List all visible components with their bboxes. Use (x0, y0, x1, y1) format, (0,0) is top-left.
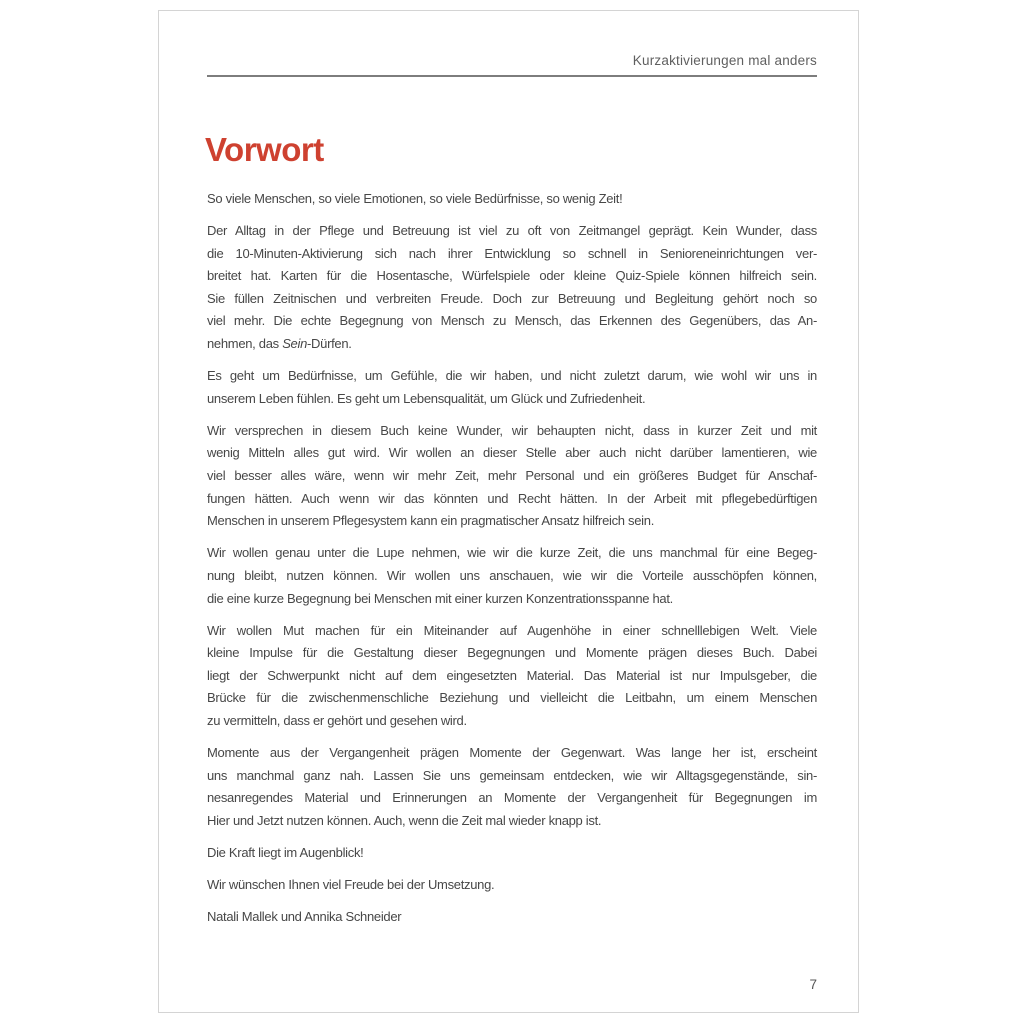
paragraph (207, 188, 817, 211)
text-line: fungen hätten. Auch wenn wir das könnten und Recht hätten. In der Arbeit mit pflegebedürftigen (207, 490, 817, 506)
page (158, 10, 859, 1013)
text-line: die 10-Minuten-Aktivierung sich nach ihrer Entwicklung so schnell in Senioreneinrichtungen ver- (207, 245, 817, 261)
text-line: Menschen in unserem Pflegesystem kann ein pragmatischer Ansatz hilfreich sein. (207, 513, 655, 529)
text-line: Wir wollen Mut machen für ein Miteinander auf Augenhöhe in einer schnelllebigen Welt. Viele (207, 622, 817, 638)
paragraph (207, 842, 817, 865)
paragraph (207, 874, 817, 897)
text-line: liegt der Schwerpunkt nicht auf dem eingesetzten Material. Das Material ist nur Impulsgeber, die (207, 667, 817, 683)
text-line: unserem Leben fühlen. Es geht um Lebensqualität, um Glück und Zufriedenheit. (207, 390, 646, 406)
page-number: 7 (809, 977, 817, 992)
paragraph (207, 420, 817, 533)
text-line: nehmen, das Sein-Dürfen. (207, 336, 352, 352)
text-line: uns manchmal ganz nah. Lassen Sie uns gemeinsam entdecken, wie wir Alltagsgegenstände, sin- (207, 767, 817, 783)
header-rule (207, 75, 817, 77)
text-line: nung bleibt, nutzen können. Wir wollen uns anschauen, wie wir die Vorteile ausschöpfen können, (207, 567, 817, 583)
text-line: die eine kurze Begegnung bei Menschen mit einer kurzen Konzentrationsspanne hat. (207, 590, 673, 606)
text-line: zu vermitteln, dass er gehört und gesehen wird. (207, 712, 467, 728)
text-line: Es geht um Bedürfnisse, um Gefühle, die wir haben, und nicht zuletzt darum, wie wohl wir uns in (207, 368, 817, 384)
text-line: So viele Menschen, so viele Emotionen, so viele Bedürfnisse, so wenig Zeit! (207, 191, 623, 206)
text-line: viel besser alles wäre, wenn wir mehr Zeit, mehr Personal und ein größeres Budget für Anschaf- (207, 468, 817, 484)
paragraph (207, 742, 817, 832)
paragraph (207, 365, 817, 410)
text-line: Die Kraft liegt im Augenblick! (207, 844, 364, 860)
text-line: Wir wünschen Ihnen viel Freude bei der Umsetzung. (207, 877, 495, 893)
paragraph (207, 220, 817, 356)
text-line: Hier und Jetzt nutzen können. Auch, wenn die Zeit mal wieder knapp ist. (207, 812, 602, 828)
text-line: Sie füllen Zeitnischen und verbreiten Freude. Doch zur Betreuung und Begleitung gehört noch so (207, 290, 817, 306)
text-line: Brücke für die zwischenmenschliche Beziehung und vielleicht die Leitbahn, um einem Menschen (207, 690, 817, 706)
text-line: kleine Impulse für die Gestaltung dieser Begegnungen und Momente prägen dieses Buch. Dabei (207, 645, 817, 661)
paragraph (207, 620, 817, 733)
page-title: Vorwort (205, 131, 324, 168)
text-line: nesanregendes Material und Erinnerungen an Momente der Vergangenheit für Begegnungen im (207, 790, 817, 806)
paragraph (207, 542, 817, 610)
text-line: Wir versprechen in diesem Buch keine Wunder, wir behaupten nicht, dass in kurzer Zeit und mit (207, 422, 817, 438)
text-line: wenig Mitteln alles gut wird. Wir wollen an dieser Stelle aber auch nicht darüber lamentieren, wie (207, 445, 817, 461)
text-line: Wir wollen genau unter die Lupe nehmen, wie wir die kurze Zeit, die uns manchmal für eine Begeg- (207, 545, 817, 561)
body-paragraphs (207, 188, 817, 929)
text-line: Momente aus der Vergangenheit prägen Momente der Gegenwart. Was lange her ist, erscheint (207, 745, 817, 761)
running-header: Kurzaktivierungen mal anders (632, 53, 817, 68)
paragraph (207, 906, 817, 929)
text-line: Natali Mallek und Annika Schneider (207, 909, 402, 925)
text-line: Der Alltag in der Pflege und Betreuung ist viel zu oft von Zeitmangel geprägt. Kein Wunder, dass (207, 223, 817, 239)
text-line: viel mehr. Die echte Begegnung von Mensch zu Mensch, das Erkennen des Gegenübers, das An- (207, 313, 817, 329)
text-line: breitet hat. Karten für die Hosentasche, Würfelspiele oder kleine Quiz-Spiele können hilfreich sein. (207, 268, 817, 284)
